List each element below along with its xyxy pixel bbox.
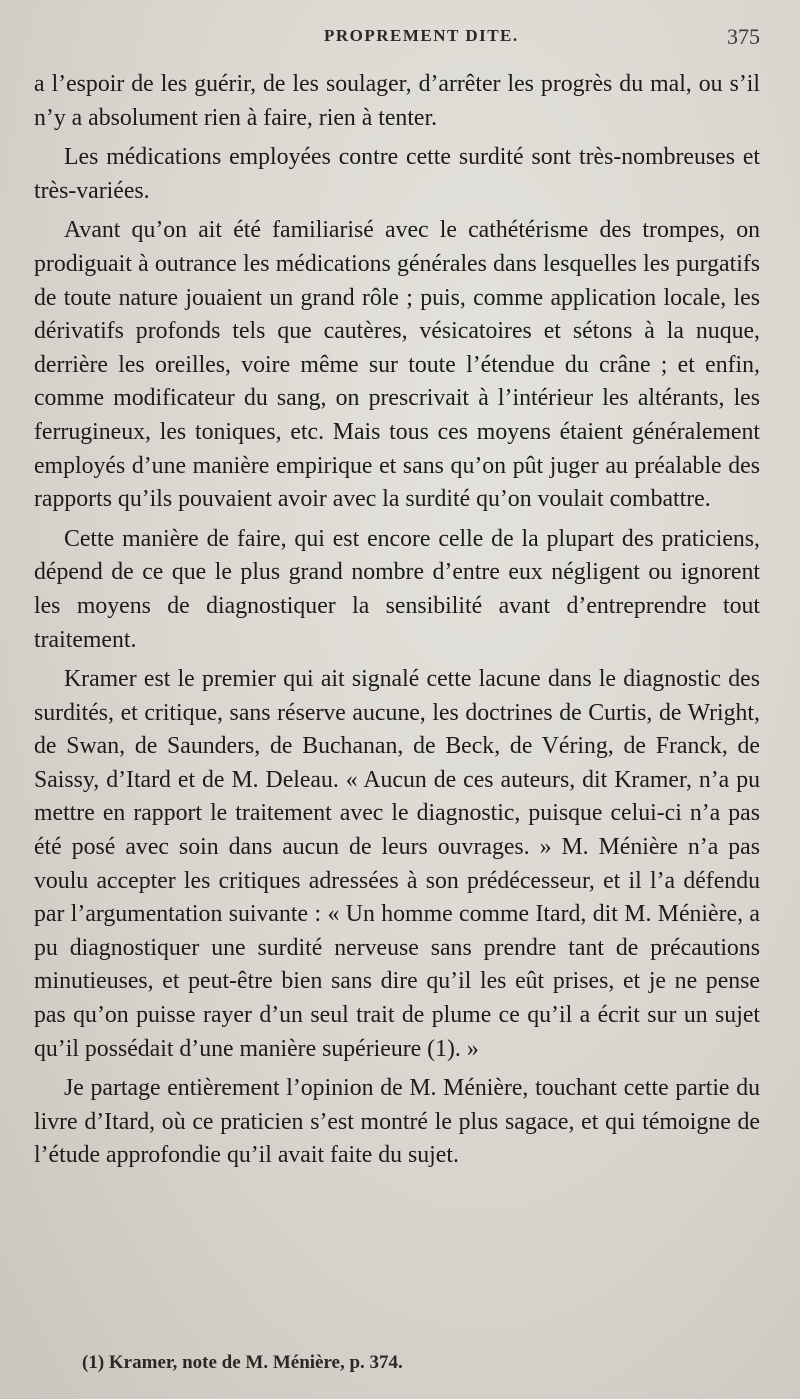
page-header xyxy=(30,26,760,56)
running-head: PROPREMENT DITE. xyxy=(324,26,519,45)
paragraph: Les médications employées contre cette surdité sont très-nombreuses et très-variées. xyxy=(34,144,760,204)
paragraph: Je partage entièrement l’opinion de M. Ménière, touchant cette partie du livre d’Itard, où ce praticien s’est montré le plus sagace, et qui témoigne de l’étude approfondie qu’il avait faite du sujet. xyxy=(34,1075,760,1169)
paragraph: Cette manière de faire, qui est encore celle de la plupart des praticiens, dépend de ce que le plus grand nombre d’entre eux négligent ou ignorent les moyens de diagnostiquer la sensibilité avant d’entreprendre tout traitement. xyxy=(34,525,760,653)
page-number: 375 xyxy=(727,24,760,49)
body-text xyxy=(34,68,760,1179)
footnote: (1) Kramer, note de M. Ménière, p. 374. xyxy=(82,1352,403,1373)
paragraph: Kramer est le premier qui ait signalé cette lacune dans le diagnostic des surdités, et critique, sans réserve aucune, les doctrines de Curtis, de Wright, de Swan, de Saunders, de Buchanan, de Beck, de Véring, de Franck, de Saissy, d’Itard et de M. Deleau. « Aucun de ces auteurs, dit Kramer, n’a pu mettre en rapport le traitement avec le diagnostic, puisque celui-ci n’a pas été posé avec soin dans aucun de leurs ouvrages. » M. Ménière n’a pas voulu accepter les critiques adressées à son prédécesseur, et il l’a défendu par l’argumentation suivante : « Un homme comme Itard, dit M. Ménière, a pu diagnostiquer une surdité nerveuse sans prendre tant de précautions minutieuses, et peut-être bien sans dire qu’il les eût prises, et je ne pense pas qu’on puisse rayer d’un seul trait de plume ce qu’il a écrit sur un sujet qu’il possédait d’une manière supérieure (1). » xyxy=(34,666,760,1062)
paragraph-continuation: a l’espoir de les guérir, de les soulager, d’arrêter les progrès du mal, ou s’il n’y a absolument rien à faire, rien à tenter. xyxy=(34,71,760,131)
paragraph: Avant qu’on ait été familiarisé avec le cathétérisme des trompes, on prodiguait à outrance les médications générales dans lesquelles les purgatifs de toute nature jouaient un grand rôle ; puis, comme application locale, les dérivatifs profonds tels que cautères, vésicatoires et sétons à la nuque, derrière les oreilles, voire même sur toute l’étendue du crâne ; et enfin, comme modificateur du sang, on prescrivait à l’intérieur les altérants, les ferrugineux, les toniques, etc. Mais tous ces moyens étaient généralement employés d’une manière empirique et sans qu’on pût juger au préalable des rapports qu’ils pouvaient avoir avec la surdité qu’on voulait combattre. xyxy=(34,217,760,513)
